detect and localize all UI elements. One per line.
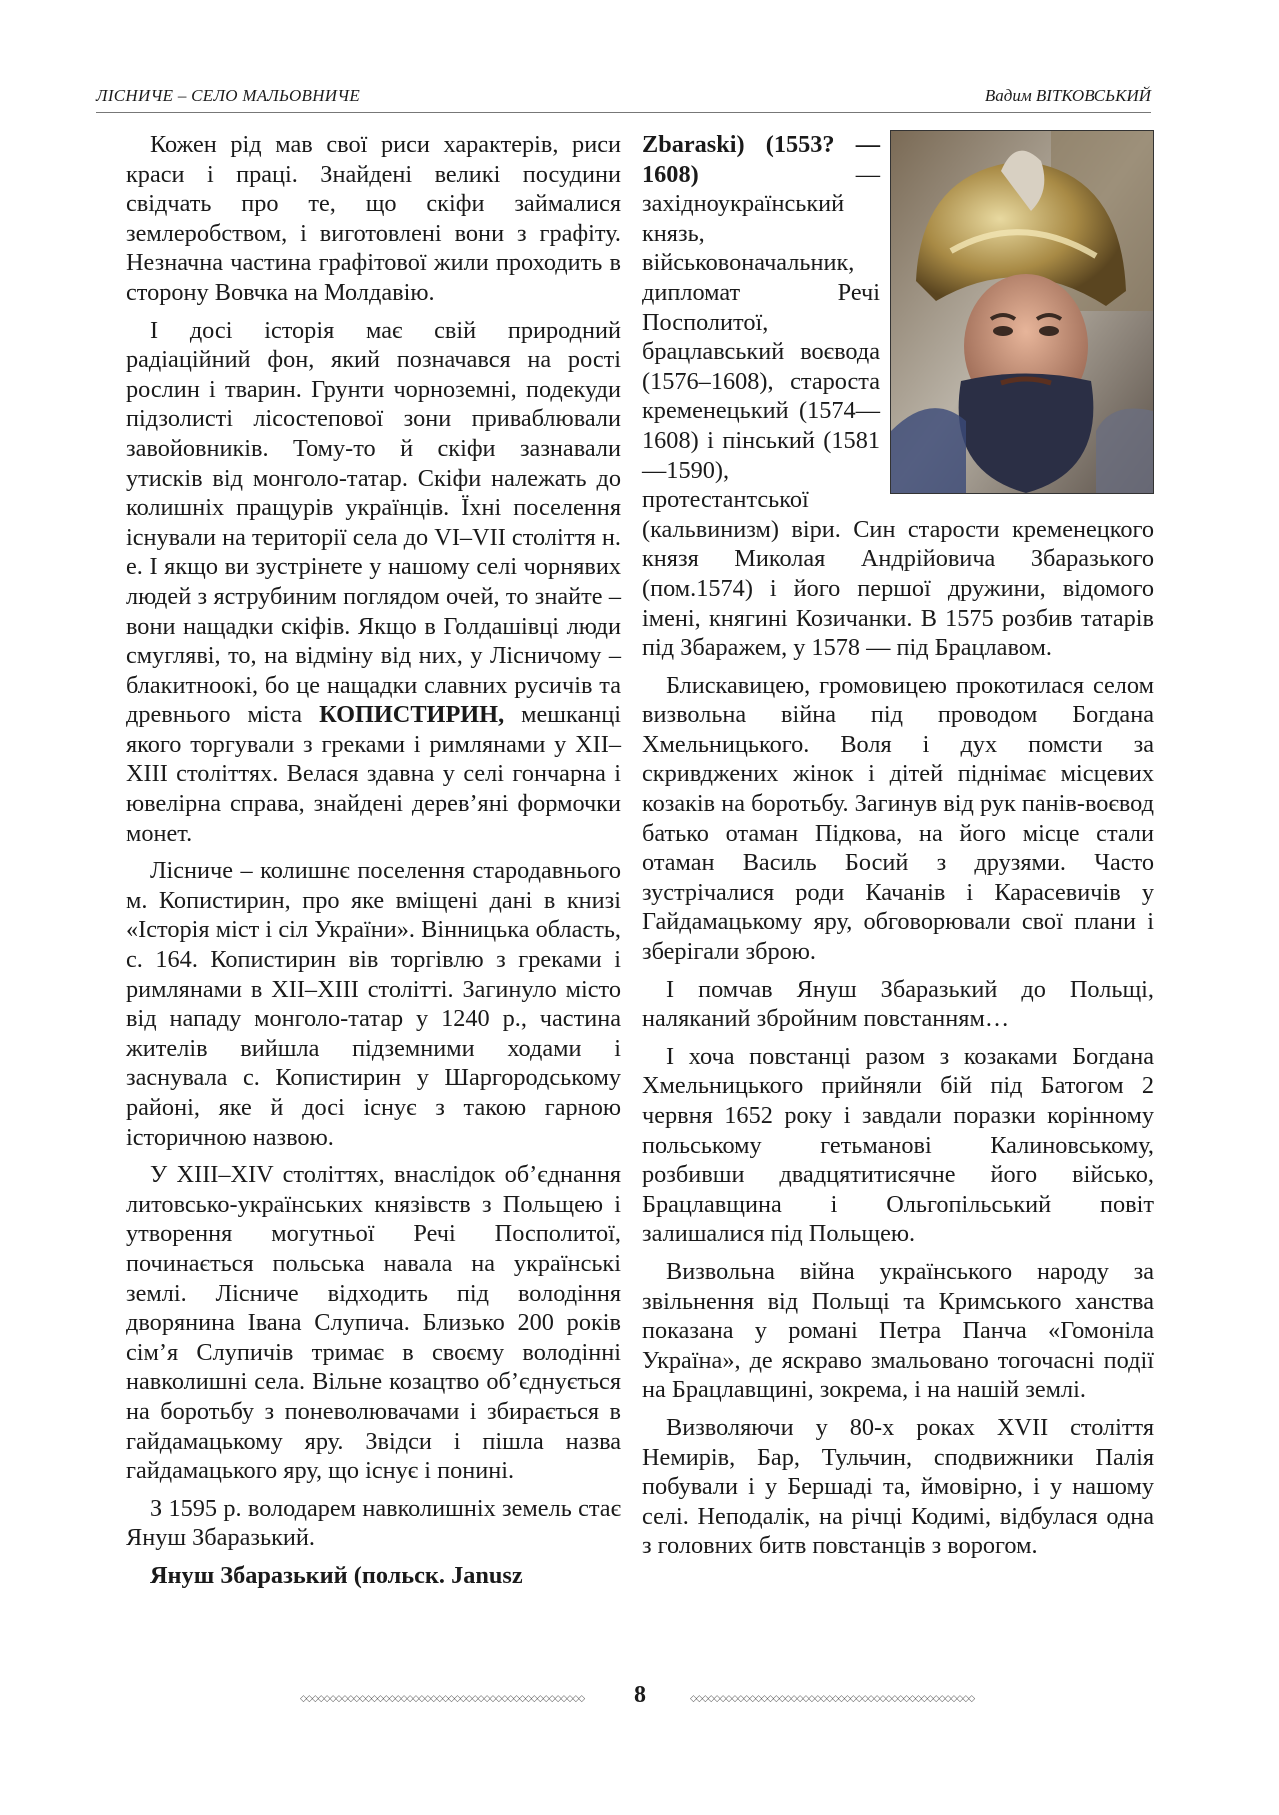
running-header <box>96 86 1151 114</box>
paragraph: Лісниче – колишнє поселення стародавнього м. Копистирин, про яке вміщені дані в книзі «Історія міст і сіл України». Вінницька область, с. 164. Копистирин вів торгівлю з греками і римлянами в XII–XIII столітті. Загинуло місто від нападу монголо-татар у 1240 р., частина жителів вийшла підземними ходами і заснувала с. Копистирин у Шаргородському районі, яке й досі існує з такою гарною історичною назвою. <box>126 857 621 1151</box>
paragraph: Визвольна війна українського народу за звільнення від Польщі та Кримського ханства показана у романі Петра Панча «Гомоніла Україна», де яскраво змальовано тогочасні події на Брацлавщині, зокрема, і на нашій землі. <box>642 1257 1154 1404</box>
paragraph: Блискавицею, громовицею прокотилася селом визвольна війна під проводом Богдана Хмельницького. Воля і дух помсти за скривджених жінок і дітей піднімає місцевих козаків на боротьбу. Загинув від рук панів-воєвод батько отаман Підкова, на його місце стали отаман Василь Босий з друзями. Часто зустрічалися роди Качанів і Карасевичів у Гайдамацькому яру, обговорювали свої плани і зберігали зброю. <box>642 671 1154 966</box>
paragraph: І помчав Януш Збаразький до Польщі, наляканий збройним повстанням… <box>642 975 1154 1033</box>
right-column <box>642 130 1154 1569</box>
paragraph-text: мешканці якого торгували з греками і римлянами у XII–XIII століттях. Велася здавна у селі гончарна і ювелірна справа, знайдені дерев’яні формочки монет. <box>126 701 621 847</box>
paragraph-text: — західноукраїнський князь, військовоначальник, дипломат Речі Посполитої, брацлавський воєвода (1576–1608), староста кременецький (1574—1608) і пінський (1581—1590), протестантської (кальвинизм) віри. Син старости кременецкого князя Миколая Андрійовича Збаразького (пом.1574) і його першої дружини, відомого імені, княгині Козичанки. В 1575 розбив татарів під Збаражем, у 1578 — під Брацлавом. <box>642 160 1154 662</box>
paragraph: У XIII–XIV століттях, внаслідок об’єднання литовсько-українських князівств з Польщею і утворення могутньої Речі Посполитої, починається польська навала на українські землі. Лісниче відходить під володіння дворянина Івана Слупича. Близько 200 років сім’я Слупичів тримає в своєму володінні навколишні села. Вільне козацтво об’єднується на боротьбу з поневолювачами і збирається в гайдамацькому яру. Звідси і пішла назва гайдамацького яру, що існує і понині. <box>126 1161 621 1485</box>
paragraph: І хоча повстанці разом з козаками Богдана Хмельницького прийняли бій під Батогом 2 червня 1652 року і завдали поразки корінному польському гетьманові Калиновському, розбивши двадцятитисячне його військо, Брацлавщина і Ольгопільський повіт залишалися під Польщею. <box>642 1042 1154 1248</box>
header-author: Вадим ВІТКОВСЬКИЙ <box>984 86 1151 105</box>
paragraph: Кожен рід мав свої риси характерів, риси краси і праці. Знайдені великі посудини свідчать про те, що скіфи займалися землеробством, і виготовлені вони з графіту. Незначна частина графітової жили проходить в сторону Вовчка на Молдавію. <box>126 131 621 306</box>
header-book-title: ЛІСНИЧЕ – СЕЛО МАЛЬОВНИЧЕ <box>96 86 361 105</box>
page-number: 8 <box>634 1682 646 1708</box>
paragraph-text: І досі історія має свій природний радіаційний фон, який позначався на рості рослин і тварин. Грунти чорноземні, подекуди підзолисті лісостепової зони приваблювали завойовників. Тому-то й скіфи зазнавали утисків від монголо-татар. Скіфи належать до колишніх пращурів українців. Їхні поселення існували на території села до VI–VII століття н. е. І якщо ви зустрінете у нашому селі чорнявих людей з яструбиним поглядом очей, то знайте – вони нащадки скіфів. Якщо в Голдашівці люди смугляві, то, на відміну від них, у Лісничому – блакитноокі, бо це нащадки славних русичів та древнього міста <box>126 316 621 729</box>
portrait-of-janusz-zbaraski-icon <box>891 131 1153 493</box>
page-footer <box>300 1682 980 1716</box>
left-column <box>126 130 621 1599</box>
bold-term: Януш Збаразький (польск. Janusz <box>150 1561 523 1589</box>
paragraph <box>126 316 621 849</box>
bold-term: КОПИСТИРИН, <box>319 701 505 729</box>
paragraph: Визволяючи у 80-х роках XVII століття Немирів, Бар, Тульчин, сподвижники Палія побували і у Бершаді та, ймовірно, і у нашому селі. Неподалік, на річці Кодимі, відбулася одна з головних битв повстанців з ворогом. <box>642 1413 1154 1560</box>
paragraph: З 1595 р. володарем навколишніх земель стає Януш Збаразький. <box>126 1494 621 1552</box>
portrait-photo <box>890 130 1154 494</box>
header-rule <box>96 112 1151 113</box>
ornament-right: ◇◇◇◇◇◇◇◇◇◇◇◇◇◇◇◇◇◇◇◇◇◇◇◇◇◇◇◇◇◇◇◇◇◇◇◇◇◇◇◇◇◇◇◇◇◇◇◇ <box>690 1694 975 1704</box>
ornament-left: ◇◇◇◇◇◇◇◇◇◇◇◇◇◇◇◇◇◇◇◇◇◇◇◇◇◇◇◇◇◇◇◇◇◇◇◇◇◇◇◇◇◇◇◇◇◇◇◇ <box>300 1694 585 1704</box>
bold-term: Zbaraski) (1553? — 1608) <box>642 131 880 188</box>
paragraph <box>126 1561 621 1591</box>
